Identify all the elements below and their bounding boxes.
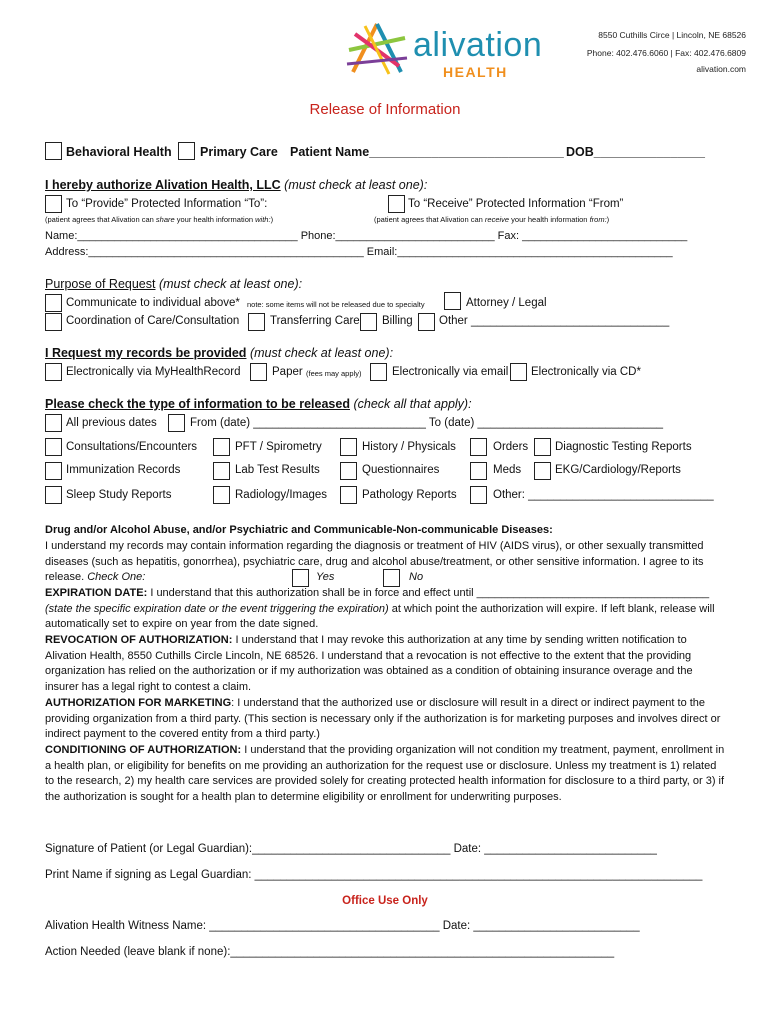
marketing-text: : I understand that the authorized use or disclosure will result in a direct or indirect payment to the providing organization from a third party. (This section is necessary only if the authorization is for marketing purposes and involves direct or indirect payment to the covered entity from a third party.) — [45, 697, 721, 741]
provide-note-c: your health information — [174, 215, 256, 224]
conditioning-text: I understand that the providing organization will not condition my treatment, payment, enrollment in a health plan, or eligibility for benefits on me providing an authorization for the request use or disclosure. Unless my treatment is 1) related to the research, 2) my health care services are provided solely for creating protected health information for disclosure to a third party, or 3) if the authorization is sought for a health plan to determine eligibility or enrollment for underwriting purposes. — [45, 744, 725, 803]
primary-care-label: Primary Care — [200, 145, 278, 159]
provide-to-checkbox[interactable] — [45, 195, 62, 213]
yes-label: Yes — [316, 571, 335, 583]
communicate-checkbox[interactable] — [45, 294, 62, 312]
action-needed-line[interactable]: Action Needed (leave blank if none):____________________________________________________________ — [45, 946, 615, 958]
revocation-text: I understand that I may revoke this authorization at any time by sending written notification to Alivation Health, 8550 Cuthills Circle Lincoln, NE 68526. I understand that a revocation is not effective to the extent that the providing organization has relied on the authorization or if my authorization was obtained as a condition of obtaining insurance overage and the insurer has a legal right to contest a claim. — [45, 634, 693, 693]
request-heading-note: (must check at least one): — [249, 346, 394, 360]
sleep-checkbox[interactable] — [45, 486, 62, 504]
dob-field[interactable]: DOB________________ — [566, 145, 706, 159]
immunization-label: Immunization Records — [66, 464, 181, 476]
myhealth-label: Electronically via MyHealthRecord — [66, 366, 241, 378]
signature-line[interactable]: Signature of Patient (or Legal Guardian):_______________________________ Date: ___________________________ — [45, 843, 657, 855]
coordination-checkbox[interactable] — [45, 313, 62, 331]
header-phone: Phone: 402.476.6060 | Fax: 402.476.6809 — [586, 48, 746, 58]
other-purpose-label: Other _______________________________ — [439, 315, 670, 327]
transferring-label: Transferring Care — [270, 315, 360, 327]
sleep-label: Sleep Study Reports — [66, 489, 172, 501]
logo-wordmark: alivation — [413, 26, 543, 64]
pathology-label: Pathology Reports — [362, 489, 457, 501]
attorney-label: Attorney / Legal — [466, 297, 547, 309]
receive-from-checkbox[interactable] — [388, 195, 405, 213]
provide-note-e: ) — [270, 215, 274, 224]
authorize-heading-note: (must check at least one): — [284, 178, 428, 192]
orders-checkbox[interactable] — [470, 438, 487, 456]
revocation-paragraph — [45, 633, 725, 695]
cd-label: Electronically via CD* — [531, 366, 641, 378]
print-name-line[interactable]: Print Name if signing as Legal Guardian: ______________________________________________________________________ — [45, 869, 703, 881]
other-info-field[interactable]: Other: _____________________________ — [493, 489, 714, 501]
provide-note-d: with: — [255, 215, 271, 224]
cd-checkbox[interactable] — [510, 363, 527, 381]
logo-health: HEALTH — [443, 64, 508, 80]
pathology-checkbox[interactable] — [340, 486, 357, 504]
receive-note-b: receive — [484, 215, 510, 224]
purpose-heading — [45, 277, 302, 291]
conditioning-heading: CONDITIONING OF AUTHORIZATION: — [45, 744, 242, 756]
lab-checkbox[interactable] — [213, 462, 230, 480]
name-phone-fax-line[interactable]: Name:____________________________________ Phone:__________________________ Fax: ___________________________ — [45, 230, 688, 242]
provide-to-label: To “Provide” Protected Information “To”: — [66, 198, 268, 210]
consultations-checkbox[interactable] — [45, 438, 62, 456]
expiration-text-2: at which point the authorization will expire. If left blank, release will automatically set to expire on year from the date signed. — [45, 602, 715, 631]
all-previous-label: All previous dates — [66, 417, 157, 429]
page-title: Release of Information — [309, 101, 461, 118]
receive-from-label: To “Receive” Protected Information “From” — [408, 198, 624, 210]
communicate-label: Communicate to individual above* — [66, 297, 240, 309]
info-type-heading-note: (check all that apply): — [353, 397, 472, 411]
address-email-line[interactable]: Address:_____________________________________________ Email:_____________________________________________ — [45, 246, 673, 258]
no-checkbox[interactable] — [383, 569, 400, 587]
other-info-checkbox[interactable] — [470, 486, 487, 504]
ekg-checkbox[interactable] — [534, 462, 551, 480]
drug-text: I understand my records may contain information regarding the diagnosis or treatment of HIV (AIDS virus), or other sexually transmitted diseases (such as hepatitis, gonorrhea), psychiatric care, drug and alcohol abuse/treatment, or other sensitive information. I agree to its release. — [45, 540, 704, 584]
provide-note — [45, 215, 273, 224]
office-use-heading: Office Use Only — [342, 895, 428, 907]
communicate-note: note: some items will not be released due to specialty — [247, 300, 425, 309]
no-label: No — [409, 571, 424, 583]
expiration-heading: EXPIRATION DATE: — [45, 587, 148, 599]
radiology-checkbox[interactable] — [213, 486, 230, 504]
expiration-italic: (state the specific expiration date or the event triggering the expiration) — [45, 602, 389, 615]
lab-label: Lab Test Results — [235, 464, 320, 476]
request-heading-text: I Request my records be provided — [45, 346, 247, 360]
header-website: alivation.com — [696, 64, 746, 74]
questionnaires-checkbox[interactable] — [340, 462, 357, 480]
behavioral-health-checkbox[interactable] — [45, 142, 62, 160]
marketing-paragraph — [45, 696, 725, 743]
info-type-heading-text: Please check the type of information to be released — [45, 397, 350, 411]
authorize-heading-text: I hereby authorize Alivation Health, LLC — [45, 178, 281, 192]
yes-checkbox[interactable] — [292, 569, 309, 587]
behavioral-health-label: Behavioral Health — [66, 145, 172, 159]
pft-checkbox[interactable] — [213, 438, 230, 456]
purpose-heading-note: (must check at least one): — [158, 277, 303, 291]
orders-label: Orders — [493, 441, 529, 453]
diagnostic-checkbox[interactable] — [534, 438, 551, 456]
alivation-logo-mark-icon — [345, 20, 409, 78]
diagnostic-label: Diagnostic Testing Reports — [555, 441, 692, 453]
paper-label: Paper — [272, 366, 303, 378]
consultations-label: Consultations/Encounters — [66, 441, 198, 453]
receive-note-d: from: — [589, 215, 607, 224]
history-label: History / Physicals — [362, 441, 456, 453]
purpose-heading-text: Purpose of Request — [45, 277, 156, 291]
expiration-text: I understand that this authorization shall be in force and effect until ______________________________________ — [150, 587, 710, 599]
transferring-checkbox[interactable] — [248, 313, 265, 331]
request-heading — [45, 346, 393, 360]
provide-note-a: (patient agrees that Alivation can — [45, 215, 156, 224]
from-date-checkbox[interactable] — [168, 414, 185, 432]
witness-line[interactable]: Alivation Health Witness Name: ____________________________________ Date: __________________________ — [45, 920, 640, 932]
check-one-label: Check One: — [87, 571, 146, 584]
provide-note-b: share — [155, 215, 175, 224]
email-label: Electronically via email — [392, 366, 509, 378]
billing-checkbox[interactable] — [360, 313, 377, 331]
receive-note-e: ) — [606, 215, 610, 224]
patient-name-field[interactable]: Patient Name____________________________ — [290, 145, 564, 159]
authorize-heading — [45, 178, 427, 192]
all-previous-checkbox[interactable] — [45, 414, 62, 432]
logo — [345, 20, 550, 80]
pft-label: PFT / Spirometry — [235, 441, 322, 453]
from-to-date-field[interactable]: From (date) ___________________________ To (date) _____________________________ — [190, 417, 663, 429]
billing-label: Billing — [382, 315, 413, 327]
questionnaires-label: Questionnaires — [362, 464, 440, 476]
coordination-label: Coordination of Care/Consultation — [66, 315, 240, 327]
immunization-checkbox[interactable] — [45, 462, 62, 480]
marketing-heading: AUTHORIZATION FOR MARKETING — [45, 697, 232, 709]
paper-checkbox[interactable] — [250, 363, 267, 381]
info-type-heading — [45, 397, 472, 411]
ekg-label: EKG/Cardiology/Reports — [555, 464, 681, 476]
receive-note — [374, 215, 609, 224]
attorney-checkbox[interactable] — [444, 292, 461, 310]
header-address: 8550 Cuthills Circe | Lincoln, NE 68526 — [598, 30, 746, 40]
history-checkbox[interactable] — [340, 438, 357, 456]
receive-note-c: your health information — [509, 215, 590, 224]
email-checkbox[interactable] — [370, 363, 387, 381]
paper-note: (fees may apply) — [306, 369, 362, 378]
primary-care-checkbox[interactable] — [178, 142, 195, 160]
other-purpose-checkbox[interactable] — [418, 313, 435, 331]
receive-note-a: (patient agrees that Alivation can — [374, 215, 485, 224]
meds-checkbox[interactable] — [470, 462, 487, 480]
revocation-heading: REVOCATION OF AUTHORIZATION: — [45, 634, 233, 646]
conditioning-paragraph — [45, 743, 725, 805]
myhealth-checkbox[interactable] — [45, 363, 62, 381]
drug-heading: Drug and/or Alcohol Abuse, and/or Psychiatric and Communicable-Non-communicable Diseases: — [45, 524, 553, 536]
expiration-paragraph — [45, 586, 725, 633]
meds-label: Meds — [493, 464, 522, 476]
radiology-label: Radiology/Images — [235, 489, 328, 501]
